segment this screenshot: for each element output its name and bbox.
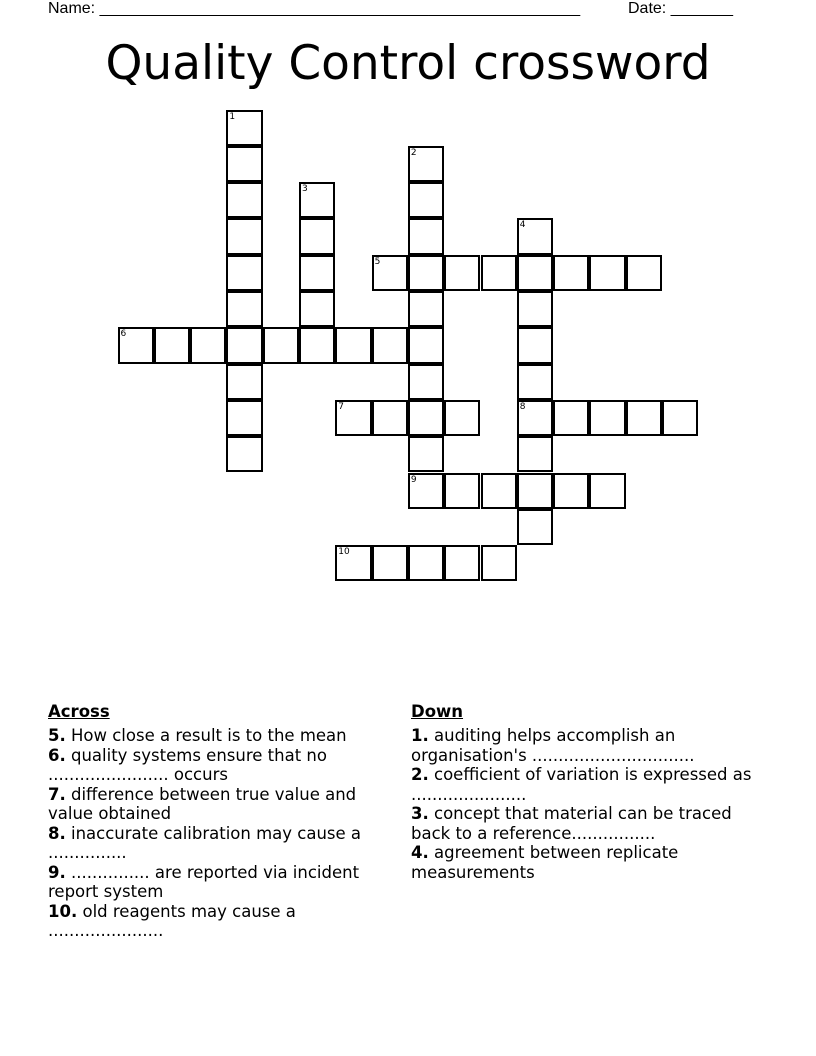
clue-across-5: 5. How close a result is to the mean	[48, 726, 347, 745]
crossword-cell[interactable]	[553, 255, 589, 291]
crossword-cell[interactable]	[408, 291, 444, 327]
crossword-cell[interactable]	[553, 473, 589, 509]
crossword-cell[interactable]	[444, 473, 480, 509]
crossword-cell[interactable]	[408, 218, 444, 254]
crossword-cell[interactable]	[444, 400, 480, 436]
crossword-cell[interactable]	[226, 218, 262, 254]
crossword-cell[interactable]	[226, 182, 262, 218]
clue-number: 7	[338, 401, 345, 412]
crossword-cell[interactable]	[408, 327, 444, 363]
crossword-cell[interactable]	[517, 327, 553, 363]
clue-number: 5	[374, 256, 381, 267]
crossword-cell[interactable]	[226, 400, 262, 436]
clue-number: 1	[229, 111, 236, 122]
down-clues	[411, 702, 776, 882]
crossword-cell[interactable]	[226, 327, 262, 363]
crossword-cell[interactable]	[517, 255, 553, 291]
crossword-cell[interactable]	[626, 255, 662, 291]
crossword-cell[interactable]	[226, 364, 262, 400]
crossword-cell[interactable]	[589, 255, 625, 291]
crossword-cell[interactable]	[517, 509, 553, 545]
crossword-cell[interactable]	[408, 182, 444, 218]
crossword-cell[interactable]	[589, 400, 625, 436]
crossword-cell[interactable]	[517, 400, 553, 436]
crossword-cell[interactable]	[372, 545, 408, 581]
crossword-cell[interactable]	[517, 364, 553, 400]
clue-number: 10	[338, 547, 350, 558]
crossword-cell[interactable]	[335, 400, 371, 436]
crossword-cell[interactable]	[226, 146, 262, 182]
down-heading: Down	[411, 702, 464, 721]
page-title: Quality Control crossword	[105, 36, 711, 91]
crossword-cell[interactable]	[226, 255, 262, 291]
crossword-cell[interactable]	[299, 218, 335, 254]
across-heading: Across	[48, 702, 110, 721]
clue-number: 9	[410, 474, 417, 485]
crossword-cell[interactable]	[118, 327, 154, 363]
clue-number: 6	[120, 329, 127, 340]
crossword-cell[interactable]	[444, 545, 480, 581]
clue-across-10: 10. old reagents may cause a ......................	[48, 901, 296, 940]
date-field-label: Date: _______	[628, 0, 733, 17]
crossword-cell[interactable]	[408, 146, 444, 182]
clue-across-9: 9. ............... are reported via incident report system	[48, 862, 360, 901]
crossword-cell[interactable]	[372, 255, 408, 291]
crossword-cell[interactable]	[372, 327, 408, 363]
crossword-cell[interactable]	[226, 436, 262, 472]
clue-number: 2	[410, 147, 417, 158]
crossword-cell[interactable]	[517, 436, 553, 472]
crossword-cell[interactable]	[408, 255, 444, 291]
crossword-cell[interactable]	[517, 291, 553, 327]
clue-number: 3	[302, 184, 308, 195]
crossword-cell[interactable]	[190, 327, 226, 363]
clue-across-7: 7. difference between true value and value obtained	[48, 784, 357, 823]
clue-across-6: 6. quality systems ensure that no ....................... occurs	[48, 745, 327, 784]
crossword-cell[interactable]	[444, 255, 480, 291]
crossword-cell[interactable]	[226, 110, 262, 146]
crossword-cell[interactable]	[481, 473, 517, 509]
crossword-cell[interactable]	[626, 400, 662, 436]
clue-across-8: 8. inaccurate calibration may cause a ...............	[48, 823, 362, 862]
crossword-cell[interactable]	[408, 473, 444, 509]
crossword-cell[interactable]	[481, 255, 517, 291]
crossword-cell[interactable]	[299, 291, 335, 327]
crossword-cell[interactable]	[154, 327, 190, 363]
crossword-cell[interactable]	[372, 400, 408, 436]
crossword-cell[interactable]	[299, 327, 335, 363]
crossword-cell[interactable]	[589, 473, 625, 509]
crossword-cell[interactable]	[335, 545, 371, 581]
clue-number: 4	[519, 220, 526, 231]
clue-down-4: 4. agreement between replicate measurements	[411, 843, 679, 882]
crossword-cell[interactable]	[408, 400, 444, 436]
name-field-label: Name: ______________________________________________________	[48, 0, 581, 17]
crossword-cell[interactable]	[662, 400, 698, 436]
crossword-cell[interactable]	[553, 400, 589, 436]
crossword-cell[interactable]	[481, 545, 517, 581]
clue-down-2: 2. coefficient of variation is expressed as ......................	[411, 765, 752, 804]
crossword-cell[interactable]	[226, 291, 262, 327]
clue-number: 8	[519, 401, 526, 412]
crossword-cell[interactable]	[299, 182, 335, 218]
crossword-cell[interactable]	[299, 255, 335, 291]
crossword-cell[interactable]	[263, 327, 299, 363]
across-clues	[48, 702, 393, 941]
crossword-cell[interactable]	[408, 364, 444, 400]
crossword-cell[interactable]	[408, 436, 444, 472]
crossword-cell[interactable]	[517, 473, 553, 509]
clue-down-3: 3. concept that material can be traced back to a reference................	[411, 804, 732, 843]
clue-down-1: 1. auditing helps accomplish an organisation's ...............................	[411, 726, 695, 765]
crossword-cell[interactable]	[517, 218, 553, 254]
crossword-cell[interactable]	[408, 545, 444, 581]
crossword-cell[interactable]	[335, 327, 371, 363]
